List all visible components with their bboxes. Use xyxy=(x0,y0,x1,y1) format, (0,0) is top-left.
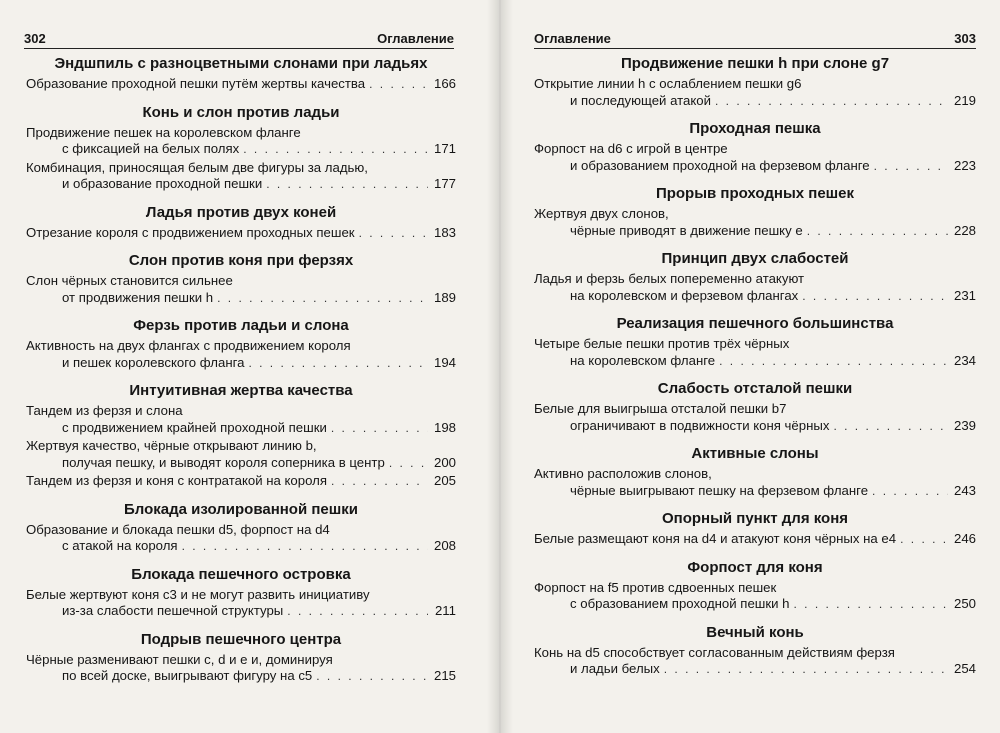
toc-section xyxy=(26,382,456,490)
entry-page-number: 254 xyxy=(953,661,976,676)
toc-entry[interactable] xyxy=(26,473,456,490)
toc-section xyxy=(534,315,976,369)
entry-text: Продвижение пешек на королевском фланге xyxy=(26,124,301,140)
toc-entry[interactable] xyxy=(534,531,976,548)
dot-leader xyxy=(719,353,948,370)
entry-page-number: 177 xyxy=(433,176,456,191)
section-title: Слон против коня при ферзях xyxy=(128,252,354,269)
entry-text: Открытие линии h с ослаблением пешки g6 xyxy=(534,76,802,91)
toc-section xyxy=(26,55,456,93)
entry-page-number: 208 xyxy=(433,538,456,553)
entry-text: Активно расположив слонов, xyxy=(534,466,712,481)
toc-entry[interactable] xyxy=(26,338,456,371)
entry-text: с фиксацией на белых полях xyxy=(62,141,240,156)
dot-leader xyxy=(248,355,428,372)
dot-leader xyxy=(715,93,948,110)
right-page xyxy=(510,0,1000,733)
entry-page-number: 171 xyxy=(433,141,456,156)
dot-leader xyxy=(872,483,948,500)
dot-leader xyxy=(287,603,428,620)
section-title: Интуитивная жертва качества xyxy=(129,382,353,399)
toc-section xyxy=(534,445,976,499)
dot-leader xyxy=(359,225,428,242)
dot-leader xyxy=(266,176,428,193)
entry-text: Слон чёрных становится сильнее xyxy=(26,273,233,288)
section-title: Активные слоны xyxy=(691,445,819,462)
toc-entry[interactable] xyxy=(534,401,976,434)
entry-page-number: 183 xyxy=(433,224,456,240)
toc-section xyxy=(26,501,456,555)
section-title: Конь и слон против ладьи xyxy=(142,103,340,121)
toc-section xyxy=(26,631,456,685)
dot-leader xyxy=(243,141,428,158)
toc-section xyxy=(534,510,976,548)
entry-page-number: 166 xyxy=(433,76,456,91)
section-title: Ферзь против ладьи и слона xyxy=(133,317,349,334)
section-title: Проходная пешка xyxy=(689,120,821,137)
entry-text: и последующей атакой xyxy=(570,92,711,108)
entry-text: Отрезание короля с продвижением проходных пешек xyxy=(26,224,355,240)
page-number: 303 xyxy=(954,31,976,46)
toc-entry[interactable] xyxy=(534,141,976,174)
toc-entry[interactable] xyxy=(26,522,456,555)
entry-text: чёрные приводят в движение пешку e xyxy=(570,222,803,238)
toc-entry[interactable] xyxy=(26,76,456,93)
entry-text: чёрные выигрывают пешку на ферзевом фланге xyxy=(570,482,869,498)
toc-entry[interactable] xyxy=(26,225,456,242)
entry-page-number: 234 xyxy=(953,352,976,368)
section-title: Прорыв проходных пешек xyxy=(655,185,855,202)
running-head-title: Оглавление xyxy=(534,31,611,46)
entry-text: на королевском фланге xyxy=(570,352,716,368)
entry-text: и образование проходной пешки xyxy=(62,176,263,191)
entry-page-number: 194 xyxy=(433,354,456,370)
toc-section xyxy=(26,317,456,371)
entry-text: Форпост на d6 с игрой в центре xyxy=(534,141,728,156)
entry-page-number: 211 xyxy=(434,603,456,618)
toc-entry[interactable] xyxy=(26,273,456,306)
entry-text: Четыре белые пешки против трёх чёрных xyxy=(534,336,790,351)
section-title: Ладья против двух коней xyxy=(145,203,337,221)
toc-entry[interactable] xyxy=(534,76,976,109)
toc-entry[interactable] xyxy=(534,645,976,678)
toc-list xyxy=(26,55,456,696)
section-title: Вечный конь xyxy=(706,623,804,641)
entry-page-number: 246 xyxy=(953,531,976,546)
section-title: Блокада изолированной пешки xyxy=(124,500,358,518)
entry-page-number: 198 xyxy=(433,419,456,435)
toc-entry[interactable] xyxy=(26,438,456,471)
entry-page-number: 250 xyxy=(953,596,976,611)
dot-leader xyxy=(331,420,428,437)
entry-text: Жертвуя качество, чёрные открывают линию b, xyxy=(26,438,317,453)
page-number: 302 xyxy=(24,31,46,46)
entry-text: Ладья и ферзь белых попеременно атакуют xyxy=(534,271,805,286)
section-title: Форпост для коня xyxy=(687,558,823,576)
section-title: Продвижение пешки h при слоне g7 xyxy=(620,55,890,72)
entry-text: с образованием проходной пешки h xyxy=(570,596,790,611)
toc-entry[interactable] xyxy=(534,271,976,304)
entry-text: с продвижением крайней проходной пешки xyxy=(62,419,327,435)
dot-leader xyxy=(389,455,428,472)
dot-leader xyxy=(182,538,428,555)
toc-entry[interactable] xyxy=(26,652,456,685)
entry-page-number: 223 xyxy=(953,157,976,173)
entry-text: ограничивают в подвижности коня чёрных xyxy=(570,417,830,433)
entry-text: из-за слабости пешечной структуры xyxy=(62,603,284,618)
dot-leader xyxy=(794,596,949,613)
entry-text: Белые для выигрыша отсталой пешки b7 xyxy=(534,401,787,416)
entry-page-number: 228 xyxy=(953,222,976,238)
toc-entry[interactable] xyxy=(26,125,456,158)
dot-leader xyxy=(316,668,428,685)
entry-text: Белые размещают коня на d4 и атакуют коня чёрных на e4 xyxy=(534,531,897,546)
entry-text: с атакой на короля xyxy=(62,538,178,553)
entry-text: по всей доске, выигрывают фигуру на c5 xyxy=(62,668,313,683)
dot-leader xyxy=(217,290,428,307)
dot-leader xyxy=(802,288,948,305)
toc-entry[interactable] xyxy=(26,587,456,620)
entry-text: Тандем из ферзя и слона xyxy=(26,403,183,418)
section-title: Опорный пункт для коня xyxy=(661,510,849,527)
running-head xyxy=(24,28,454,49)
toc-section xyxy=(534,624,976,678)
dot-leader xyxy=(807,223,948,240)
entry-text: Образование и блокада пешки d5, форпост на d4 xyxy=(26,521,330,537)
running-head xyxy=(534,28,976,49)
dot-leader xyxy=(369,76,428,93)
entry-page-number: 215 xyxy=(433,668,456,683)
entry-text: Жертвуя двух слонов, xyxy=(534,206,669,221)
entry-text: Тандем из ферзя и коня с контратакой на короля xyxy=(26,473,327,488)
toc-section xyxy=(534,120,976,174)
section-title: Принцип двух слабостей xyxy=(661,250,849,267)
entry-page-number: 231 xyxy=(953,287,976,303)
toc-section xyxy=(26,204,456,242)
dot-leader xyxy=(833,418,948,435)
toc-entry[interactable] xyxy=(534,466,976,499)
dot-leader xyxy=(874,158,948,175)
toc-section xyxy=(534,250,976,304)
toc-entry[interactable] xyxy=(26,403,456,436)
entry-text: и ладьи белых xyxy=(570,661,660,676)
entry-text: от продвижения пешки h xyxy=(62,289,214,305)
dot-leader xyxy=(331,473,428,490)
toc-section xyxy=(534,185,976,239)
entry-text: получая пешку, и выводят короля соперника в центр xyxy=(62,454,385,470)
running-head-title: Оглавление xyxy=(377,31,454,46)
entry-page-number: 189 xyxy=(433,289,456,305)
toc-section xyxy=(534,559,976,613)
entry-text: Конь на d5 способствует согласованным действиям ферзя xyxy=(534,644,895,660)
section-title: Подрыв пешечного центра xyxy=(140,630,342,648)
dot-leader xyxy=(900,531,948,548)
entry-page-number: 205 xyxy=(433,473,456,488)
section-title: Реализация пешечного большинства xyxy=(616,315,894,332)
entry-text: Чёрные разменивают пешки c, d и e и, доминируя xyxy=(26,651,333,667)
toc-section xyxy=(534,380,976,434)
toc-list xyxy=(534,55,976,689)
toc-entry[interactable] xyxy=(534,336,976,369)
entry-page-number: 200 xyxy=(433,454,456,470)
toc-section xyxy=(26,566,456,620)
entry-text: Форпост на f5 против сдвоенных пешек xyxy=(534,579,777,595)
entry-text: и образованием проходной на ферзевом фланге xyxy=(570,157,870,173)
entry-text: на королевском и ферзевом флангах xyxy=(570,287,799,303)
section-title: Блокада пешечного островка xyxy=(131,565,351,583)
entry-text: Комбинация, приносящая белым две фигуры за ладью, xyxy=(26,159,368,175)
toc-section xyxy=(26,252,456,306)
toc-entry[interactable] xyxy=(534,206,976,239)
dot-leader xyxy=(664,661,948,678)
entry-text: Белые жертвуют коня c3 и не могут развить инициативу xyxy=(26,586,370,602)
toc-entry[interactable] xyxy=(534,580,976,613)
entry-page-number: 239 xyxy=(953,417,976,433)
toc-section xyxy=(26,104,456,193)
entry-page-number: 219 xyxy=(953,92,976,108)
entry-page-number: 243 xyxy=(953,482,976,498)
entry-text: Образование проходной пешки путём жертвы качества xyxy=(26,76,366,91)
section-title: Эндшпиль с разноцветными слонами при ладьях xyxy=(54,55,428,72)
toc-section xyxy=(534,55,976,109)
entry-text: и пешек королевского фланга xyxy=(62,354,245,370)
left-page xyxy=(0,0,490,733)
section-title: Слабость отсталой пешки xyxy=(657,380,853,397)
entry-text: Активность на двух флангах с продвижением короля xyxy=(26,338,351,353)
toc-entry[interactable] xyxy=(26,160,456,193)
